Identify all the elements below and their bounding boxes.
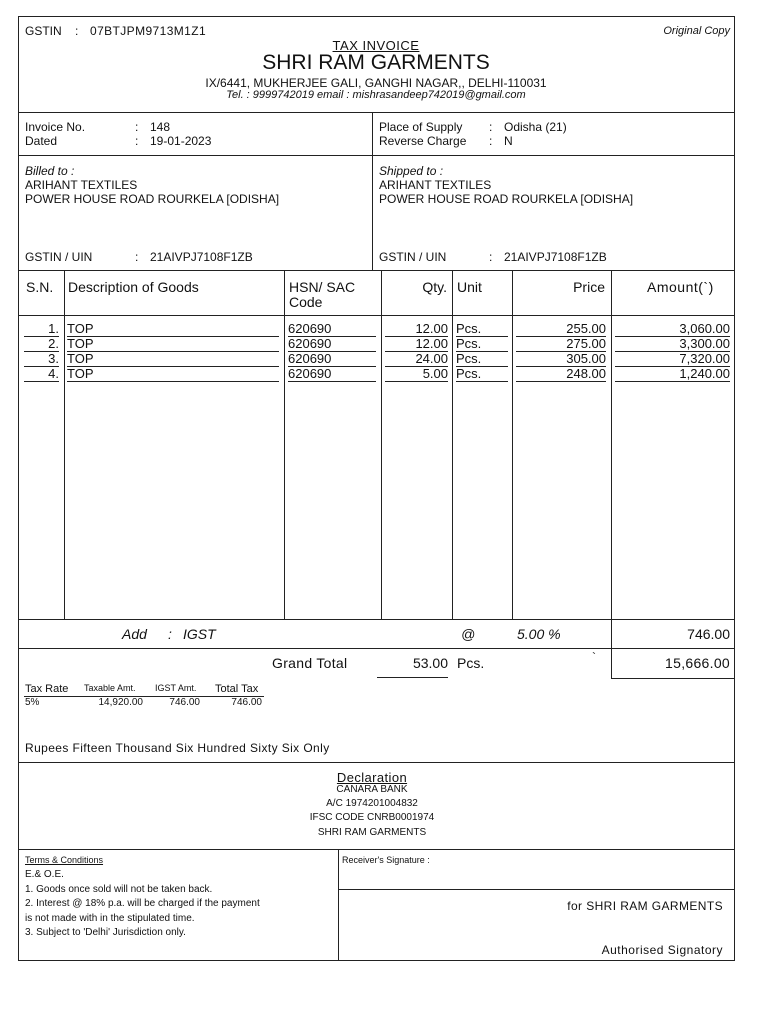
grand-total-amount: 15,666.00 <box>665 655 730 671</box>
row-price: 248.00 <box>516 367 606 382</box>
col-divider-sn <box>64 270 65 619</box>
row-desc: TOP <box>67 322 279 337</box>
shipped-gstin-label: GSTIN / UIN <box>379 250 447 264</box>
terms-line: 1. Goods once sold will not be taken back. <box>25 884 213 895</box>
row-sn: 4. <box>24 367 59 382</box>
dated-colon: : <box>135 134 139 148</box>
divider-header <box>18 112 735 113</box>
tax-at: @ <box>461 626 476 642</box>
tax-summary-cell: 746.00 <box>231 697 262 708</box>
dated-label: Dated <box>25 134 58 148</box>
row-hsn: 620690 <box>288 367 376 382</box>
row-hsn: 620690 <box>288 337 376 352</box>
shipped-label: Shipped to : <box>379 164 444 178</box>
billed-gstin-colon: : <box>135 250 139 264</box>
terms-line: 2. Interest @ 18% p.a. will be charged if the payment <box>25 898 260 909</box>
tax-summary-cell: 14,920.00 <box>98 697 143 708</box>
row-unit: Pcs. <box>456 337 508 352</box>
row-unit: Pcs. <box>456 367 508 382</box>
authorised-signatory: Authorised Signatory <box>601 943 723 957</box>
row-amount: 7,320.00 <box>615 352 730 367</box>
doc-title: TAX INVOICE <box>332 38 420 53</box>
divider-declaration <box>18 849 735 850</box>
qty-underline <box>377 677 448 678</box>
row-price: 305.00 <box>516 352 606 367</box>
th-qty: Qty. <box>422 279 447 295</box>
declaration-line: CANARA BANK <box>336 784 408 795</box>
terms-line: E.& O.E. <box>25 869 64 880</box>
row-amount: 1,240.00 <box>615 367 730 382</box>
th-sn: S.N. <box>26 279 54 295</box>
declaration-line: SHRI RAM GARMENTS <box>317 827 427 838</box>
row-desc: TOP <box>67 337 279 352</box>
for-company: for SHRI RAM GARMENTS <box>567 899 723 913</box>
tax-amount: 746.00 <box>687 626 730 642</box>
col-divider-price <box>611 270 612 619</box>
place-value: Odisha (21) <box>504 120 567 134</box>
invoice-no-value: 148 <box>150 120 171 134</box>
add-label: Add <box>122 626 147 642</box>
row-sn: 3. <box>24 352 59 367</box>
divider-terms-vertical <box>338 849 339 961</box>
divider-tax-line <box>18 648 735 649</box>
tax-summary-header: IGST Amt. <box>155 683 197 693</box>
row-price: 255.00 <box>516 322 606 337</box>
th-desc: Description of Goods <box>68 279 199 295</box>
terms-line: 3. Subject to 'Delhi' Jurisdiction only. <box>25 927 186 938</box>
company-address: IX/6441, MUKHERJEE GALI, GANGHI NAGAR,, DELHI-110031 <box>205 76 547 90</box>
row-desc: TOP <box>67 352 279 367</box>
divider-parties <box>18 270 735 271</box>
currency-mark: ` <box>592 650 596 664</box>
tax-summary-cell: 746.00 <box>169 697 200 708</box>
terms-title: Terms & Conditions <box>25 855 104 865</box>
invoice-no-colon: : <box>135 120 139 134</box>
billed-gstin: 21AIVPJ7108F1ZB <box>150 250 253 264</box>
th-unit: Unit <box>457 279 482 295</box>
billed-label: Billed to : <box>25 164 75 178</box>
th-price: Price <box>573 279 605 295</box>
shipped-address: POWER HOUSE ROAD ROURKELA [ODISHA] <box>379 192 634 206</box>
shipped-gstin: 21AIVPJ7108F1ZB <box>504 250 607 264</box>
th-hsn-1: HSN/ SAC <box>289 279 356 295</box>
add-colon: : <box>168 626 172 642</box>
divider-table-end <box>18 619 735 620</box>
tax-summary-cell: 5% <box>25 697 40 708</box>
declaration-line: A/C 1974201004832 <box>326 798 418 809</box>
gstin-colon: : <box>75 24 79 38</box>
reverse-value: N <box>504 134 513 148</box>
tax-summary-header: Taxable Amt. <box>84 683 136 693</box>
billed-gstin-label: GSTIN / UIN <box>25 250 93 264</box>
reverse-label: Reverse Charge <box>379 134 467 148</box>
row-unit: Pcs. <box>456 352 508 367</box>
shipped-name: ARIHANT TEXTILES <box>379 178 492 192</box>
tax-name: IGST <box>183 626 216 642</box>
tax-summary-header: Total Tax <box>215 683 259 695</box>
row-qty: 5.00 <box>385 367 448 382</box>
th-amount: Amount(`) <box>647 279 714 295</box>
gstin-value: 07BTJPM9713M1Z1 <box>90 24 207 38</box>
grand-total-label: Grand Total <box>272 655 348 671</box>
row-qty: 12.00 <box>385 322 448 337</box>
tax-rate: 5.00 % <box>517 626 561 642</box>
invoice-no-label: Invoice No. <box>25 120 86 134</box>
row-amount: 3,300.00 <box>615 337 730 352</box>
copy-label: Original Copy <box>663 25 730 37</box>
col-divider-unit <box>512 270 513 619</box>
row-hsn: 620690 <box>288 322 376 337</box>
divider-table-head <box>18 315 735 316</box>
row-sn: 2. <box>24 337 59 352</box>
row-sn: 1. <box>24 322 59 337</box>
dated-value: 19-01-2023 <box>150 134 212 148</box>
tax-summary-header: Tax Rate <box>25 683 69 695</box>
grand-total-qty: 53.00 <box>412 655 448 671</box>
place-label: Place of Supply <box>379 120 463 134</box>
reverse-colon: : <box>489 134 493 148</box>
company-contact: Tel. : 9999742019 email : mishrasandeep742019@gmail.com <box>226 89 526 101</box>
divider-meta <box>18 155 735 156</box>
col-divider-hsn <box>381 270 382 619</box>
col-divider-desc <box>284 270 285 619</box>
place-colon: : <box>489 120 493 134</box>
declaration-line: IFSC CODE CNRB0001974 <box>309 812 435 823</box>
gstin-label: GSTIN <box>25 24 62 38</box>
terms-line: is not made with in the stipulated time. <box>25 913 195 924</box>
row-price: 275.00 <box>516 337 606 352</box>
row-qty: 12.00 <box>385 337 448 352</box>
col-divider-qty <box>452 270 453 619</box>
declaration-title: Declaration <box>336 770 408 785</box>
divider-words <box>18 762 735 763</box>
amount-in-words: Rupees Fifteen Thousand Six Hundred Sixty Six Only <box>25 741 330 755</box>
divider-signature <box>338 889 735 890</box>
billed-name: ARIHANT TEXTILES <box>25 178 138 192</box>
company-name: SHRI RAM GARMENTS <box>262 51 490 74</box>
amount-underline <box>611 678 735 679</box>
divider-meta-vertical <box>372 112 373 270</box>
row-desc: TOP <box>67 367 279 382</box>
row-amount: 3,060.00 <box>615 322 730 337</box>
receiver-signature-label: Receiver's Signature : <box>342 855 430 865</box>
row-qty: 24.00 <box>385 352 448 367</box>
grand-total-unit: Pcs. <box>457 655 485 671</box>
shipped-gstin-colon: : <box>489 250 493 264</box>
row-hsn: 620690 <box>288 352 376 367</box>
row-unit: Pcs. <box>456 322 508 337</box>
th-hsn-2: Code <box>289 294 323 310</box>
billed-address: POWER HOUSE ROAD ROURKELA [ODISHA] <box>25 192 280 206</box>
